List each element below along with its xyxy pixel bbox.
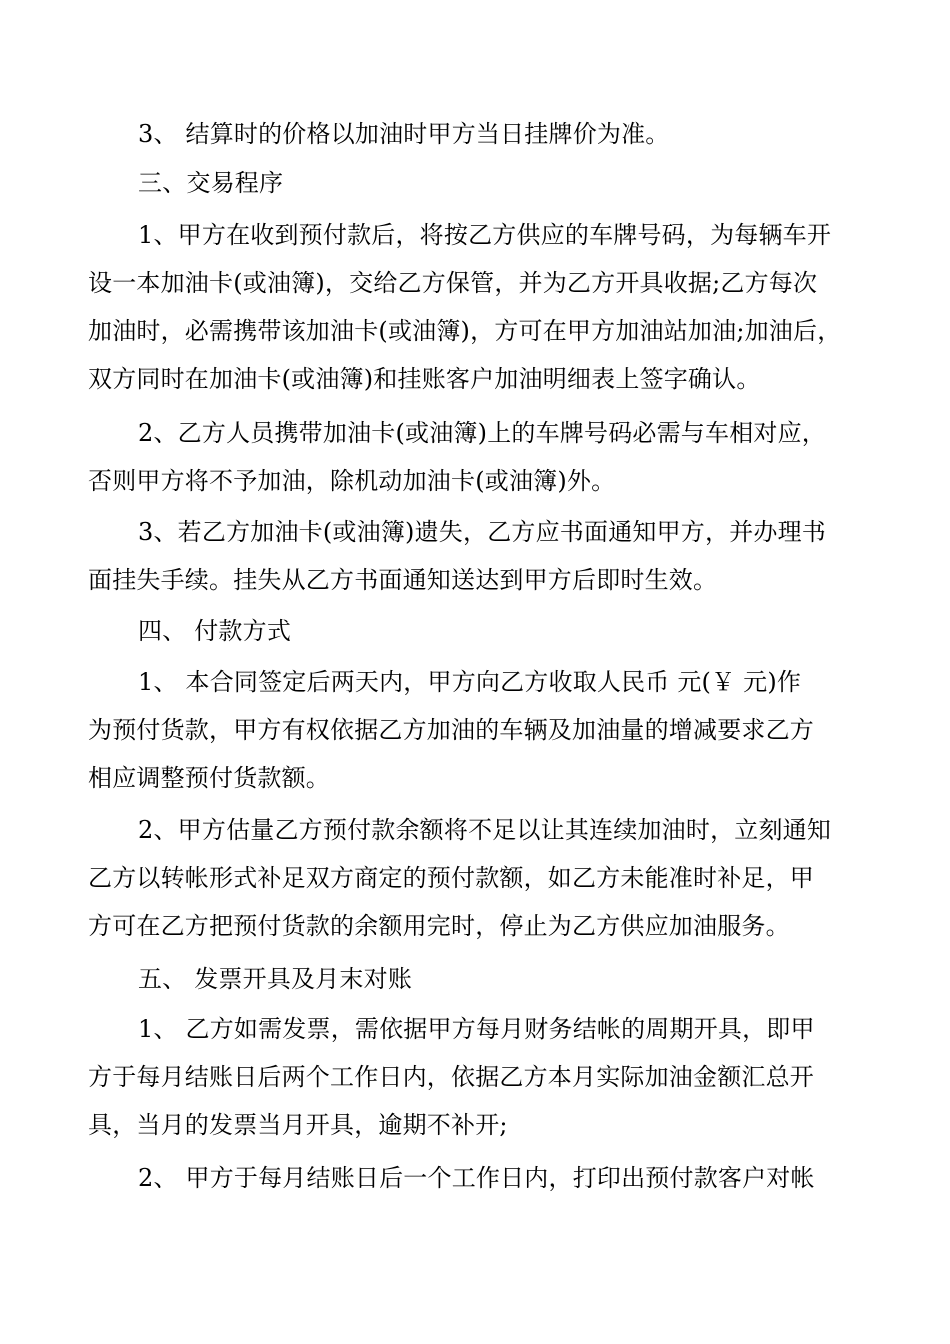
- text-line: 3、若乙方加油卡(或油簿)遗失，乙方应书面通知甲方，并办理书: [138, 518, 826, 546]
- paragraph-plate-match: [88, 409, 868, 505]
- text-line: 3、 结算时的价格以加油时甲方当日挂牌价为准。: [138, 120, 670, 148]
- text-line: 四、 付款方式: [138, 617, 292, 645]
- section-heading-invoice: [88, 955, 868, 1003]
- paragraph-card-loss: [88, 508, 868, 604]
- text-line: 双方同时在加油卡(或油簿)和挂账客户加油明细表上签字确认。: [88, 365, 761, 393]
- text-line: 五、 发票开具及月末对账: [138, 965, 413, 993]
- text-line: 1、 乙方如需发票，需依据甲方每月财务结帐的周期开具，即甲: [138, 1015, 815, 1043]
- paragraph-fuel-card-issue: [88, 211, 868, 403]
- text-line: 相应调整预付货款额。: [88, 764, 330, 792]
- paragraph-reconciliation: [88, 1154, 868, 1202]
- text-line: 1、甲方在收到预付款后，将按乙方供应的车牌号码，为每辆车开: [138, 221, 832, 249]
- text-line: 1、 本合同签定后两天内，甲方向乙方收取人民币 元(￥ 元)作: [138, 668, 802, 696]
- text-line: 否则甲方将不予加油，除机动加油卡(或油簿)外。: [88, 467, 616, 495]
- text-line: 为预付货款，甲方有权依据乙方加油的车辆及加油量的增减要求乙方: [88, 716, 814, 744]
- text-line: 2、甲方估量乙方预付款余额将不足以让其连续加油时，立刻通知: [138, 816, 832, 844]
- text-line: 2、乙方人员携带加油卡(或油簿)上的车牌号码必需与车相对应，: [138, 419, 826, 447]
- text-line: 面挂失手续。挂失从乙方书面通知送达到甲方后即时生效。: [88, 566, 718, 594]
- section-heading-transaction: [88, 159, 868, 207]
- text-line: 乙方以转帐形式补足双方商定的预付款额，如乙方未能准时补足，甲: [88, 864, 814, 892]
- text-line: 加油时，必需携带该加油卡(或油簿)，方可在甲方加油站加油;加油后，: [88, 317, 842, 345]
- paragraph-top-up: [88, 806, 868, 950]
- text-line: 方于每月结账日后两个工作日内，依据乙方本月实际加油金额汇总开: [88, 1063, 814, 1091]
- text-line: 三、交易程序: [138, 169, 284, 197]
- paragraph-prepayment: [88, 658, 868, 802]
- text-line: 设一本加油卡(或油簿)，交给乙方保管，并为乙方开具收据;乙方每次: [88, 269, 818, 297]
- text-line: 具，当月的发票当月开具，逾期不补开;: [88, 1111, 508, 1139]
- section-heading-payment: [88, 607, 868, 655]
- paragraph-settlement-price: [88, 110, 868, 158]
- paragraph-invoice-issue: [88, 1005, 868, 1149]
- text-line: 方可在乙方把预付货款的余额用完时，停止为乙方供应加油服务。: [88, 912, 790, 940]
- text-line: 2、 甲方于每月结账日后一个工作日内，打印出预付款客户对帐: [138, 1164, 815, 1192]
